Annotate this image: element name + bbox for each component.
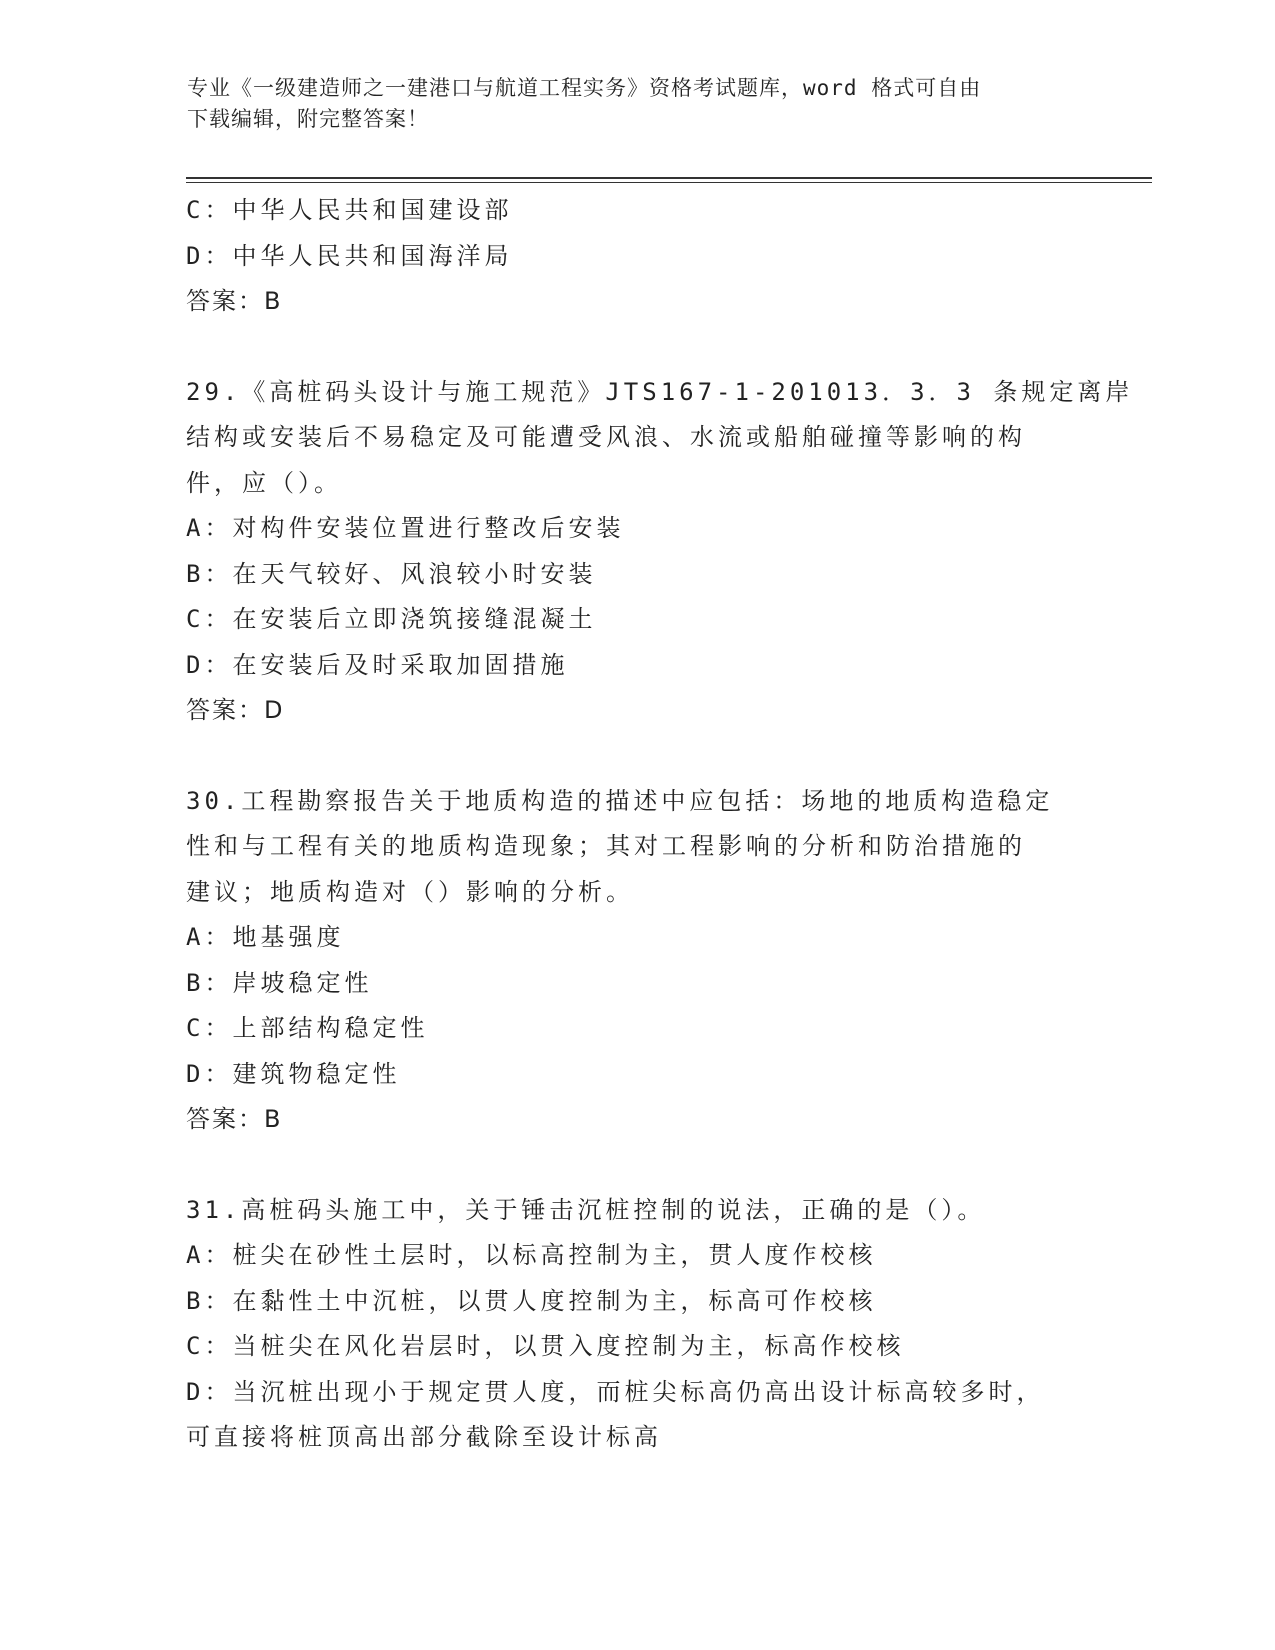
question-29	[186, 370, 1134, 734]
option-c: C：中华人民共和国建设部	[186, 196, 513, 224]
option-d: D：中华人民共和国海洋局	[186, 241, 513, 270]
header-line-1: 专业《一级建造师之一建港口与航道工程实务》资格考试题库，word 格式可自由	[187, 76, 982, 100]
question-stem: 结构或安装后不易稳定及可能遭受风浪、水流或船舶碰撞等影响的构	[186, 423, 1026, 451]
header-divider	[186, 177, 1152, 183]
option-a: A：对构件安装位置进行整改后安装	[186, 514, 625, 542]
question-stem: 31.高桩码头施工中，关于锤击沉桩控制的说法，正确的是（）。	[186, 1195, 986, 1224]
option-a: A：地基强度	[186, 923, 345, 951]
question-stem: 件，应（）。	[186, 468, 342, 497]
option-c: C：上部结构稳定性	[186, 1014, 429, 1042]
option-d: D：当沉桩出现小于规定贯人度，而桩尖标高仍高出设计标高较多时，	[186, 1377, 1045, 1406]
option-d: D：在安装后及时采取加固措施	[186, 650, 569, 679]
option-c: C：当桩尖在风化岩层时，以贯入度控制为主，标高作校核	[186, 1332, 905, 1360]
question-30	[186, 779, 1086, 1143]
option-d-continued: 可直接将桩顶高出部分截除至设计标高	[186, 1423, 662, 1451]
option-b: B：在黏性土中沉桩，以贯人度控制为主，标高可作校核	[186, 1286, 877, 1315]
answer: 答案：B	[186, 1105, 283, 1133]
option-b: B：在天气较好、风浪较小时安装	[186, 559, 597, 588]
question-31	[186, 1188, 1086, 1461]
question-stem: 30.工程勘察报告关于地质构造的描述中应包括：场地的地质构造稳定	[186, 786, 1054, 815]
header-line-2: 下载编辑，附完整答案！	[187, 107, 429, 131]
question-stem: 性和与工程有关的地质构造现象；其对工程影响的分析和防治措施的	[186, 832, 1026, 860]
question-list	[186, 188, 1134, 1461]
option-c: C：在安装后立即浇筑接缝混凝土	[186, 605, 597, 633]
answer: 答案：B	[186, 287, 283, 315]
option-d: D：建筑物稳定性	[186, 1059, 401, 1088]
answer: 答案：D	[186, 696, 285, 724]
document-header	[187, 73, 1087, 135]
question-28-partial	[186, 188, 1086, 325]
question-stem: 29.《高桩码头设计与施工规范》JTS167-1-201013．3．3 条规定离岸	[186, 377, 1134, 406]
option-b: B：岸坡稳定性	[186, 968, 373, 997]
option-a: A：桩尖在砂性土层时，以标高控制为主，贯人度作校核	[186, 1241, 877, 1269]
question-stem: 建议；地质构造对（）影响的分析。	[186, 877, 634, 906]
